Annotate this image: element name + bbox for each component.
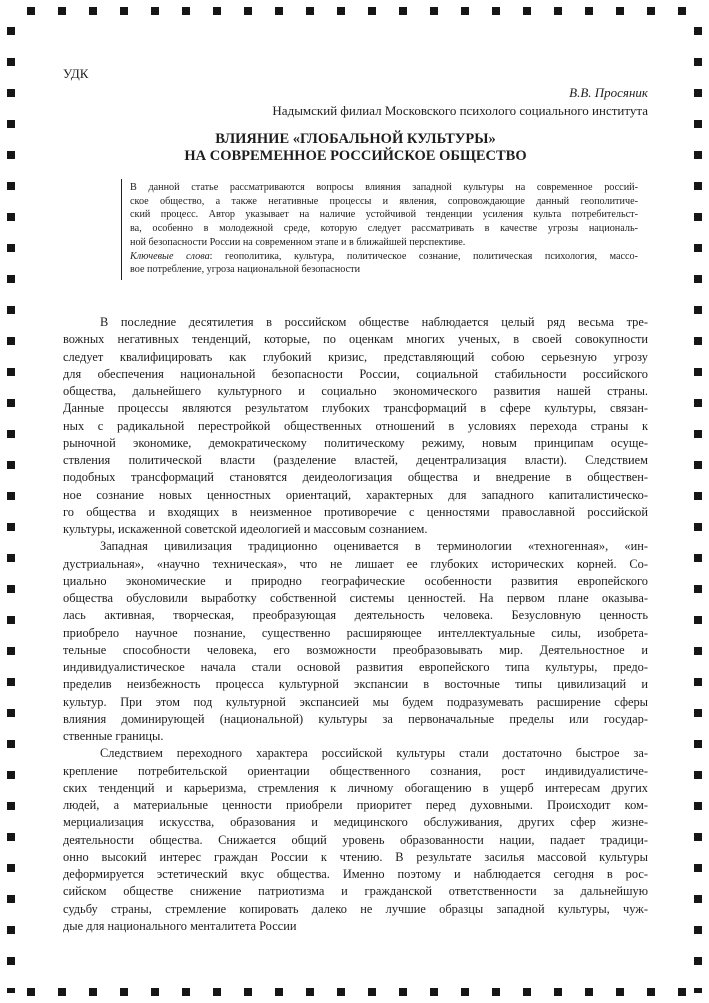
body-line: ных с радикальной перестройкой общественных отношений в условиях перехода страны к bbox=[63, 418, 648, 433]
keywords-line: вое потребление, угроза национальной безопасности bbox=[130, 264, 361, 276]
body-paragraph bbox=[63, 745, 648, 935]
body-line: культуры, искаженной советской идеологией и массовым сознанием. bbox=[63, 522, 428, 536]
article-title bbox=[63, 131, 648, 164]
abstract-block bbox=[121, 179, 638, 280]
article-title-line2: НА СОВРЕМЕННОЕ РОССИЙСКОЕ ОБЩЕСТВО bbox=[184, 147, 527, 164]
body-line: крепление потребительской ориентации общественного сознания, рост индивидуалистиче- bbox=[63, 763, 648, 778]
body-line: В последние десятилетия в российском обществе наблюдается целый ряд весьма тре- bbox=[100, 315, 648, 329]
body-line: го общества и входящих в неизменное противоречие с ценностями православной российской bbox=[63, 504, 648, 519]
page-border-marks-left bbox=[7, 27, 15, 993]
body-line: ное сознание новых ценностных ориентаций, характерных для западного капиталистическо- bbox=[63, 487, 648, 502]
body-line: тельные способности человека, его возможности преобразовывать мир. Деятельностное и bbox=[63, 642, 648, 657]
keywords-line bbox=[130, 250, 638, 264]
body-line: мерциализация искусства, образования и медицинского обслуживания, других сфер жизне- bbox=[63, 815, 648, 830]
body-line: приобрело научное познание, существенно расширяющее интеллектуальные силы, изобрета- bbox=[63, 625, 648, 640]
keywords-text: : геополитика, культура, политическое сознание, политическая психология, массо- bbox=[209, 250, 639, 262]
page-border-marks-top bbox=[27, 7, 699, 15]
body-line: пределив неизбежность процесса культурной экспансии в восточные типы цивилизаций и bbox=[63, 677, 648, 692]
body-line: людей, а материальные ценности приобрели приоритет перед духовными. Происходит ком- bbox=[63, 798, 648, 812]
abstract-line: ское общество, а также негативные процессы и явления, сопровождающие данный геополитиче- bbox=[130, 195, 638, 207]
body-line: деятельности общества. Снижается общий уровень образованности нации, падает традици- bbox=[63, 832, 648, 847]
keywords-label: Ключевые слова bbox=[130, 250, 210, 262]
body-line: Данные процессы являются результатом глубоких трансформаций в сфере культуры, связан- bbox=[63, 401, 648, 416]
body-line: сийском обществе снижение патриотизма и гражданской ответственности за дальнейшую bbox=[63, 884, 648, 899]
body-line: следует квалифицировать как глубокий кризис, представляющий собою серьезную угрозу bbox=[63, 349, 648, 364]
body-line: судьбу страны, стремление копировать далеко не лучшие образцы западной культуры, чуж- bbox=[63, 901, 648, 916]
body-line: индивидуалистическое начала стали основой развития европейского типа культуры, предо- bbox=[63, 660, 648, 674]
body-line: общества обусловили выработку собственной системы ценностей. На первом плане оказыва- bbox=[63, 591, 648, 605]
article-body bbox=[63, 314, 648, 935]
body-line: вожных негативных тенденций, которые, по оценкам многих ученых, в своей совокупности bbox=[63, 332, 648, 347]
abstract-line: В данной статье рассматриваются вопросы влияния западной культуры на современное россий- bbox=[130, 182, 638, 193]
body-line: циально экономические и природно географические особенности развития европейского bbox=[63, 573, 648, 588]
body-line: ских тенденций и карьеризма, стремления к личному обогащению в ущерб интересам других bbox=[63, 780, 648, 795]
body-line: культур. При этом под культурной экспансией мы будем подразумевать расширение сферы bbox=[63, 694, 648, 709]
abstract-line: ва, особенно в молодежной среде, которую следует рассматривать в качестве угрозы националь- bbox=[130, 223, 638, 235]
body-line: ственные границы. bbox=[63, 729, 164, 743]
body-line: подобных трансформаций становятся деидеологизация общества и внедрение в обществен- bbox=[63, 470, 648, 485]
page-border-marks-right bbox=[694, 27, 702, 993]
page-border-marks-bottom bbox=[27, 988, 699, 996]
body-line: дые для национального менталитета России bbox=[63, 918, 297, 933]
body-line: для обеспечения национальной безопасности России, социальной стабильности российского bbox=[63, 366, 648, 381]
body-line: дустриальная», «научно техническая», что не лишает ее глубоких исторических корней. Со- bbox=[63, 556, 648, 571]
body-paragraph bbox=[63, 538, 648, 745]
body-line: деформируется эстетический вкус общества. Именно поэтому и наблюдается сегодня в рос- bbox=[63, 867, 648, 881]
author-affiliation: Надымский филиал Московского психолого социального института bbox=[272, 103, 648, 118]
abstract-line: ной безопасности России на современном этапе и в ближайшей перспективе. bbox=[130, 236, 466, 248]
body-line: онно высокий интерес граждан России к чтению. В результате засилья массовой культуры bbox=[63, 849, 648, 864]
body-line: влияния доминирующей (национальной) культуры за первоначальные пределы или государ- bbox=[63, 711, 648, 726]
author-name: В.В. Просяник bbox=[569, 85, 648, 100]
body-line: рыночной экономике, демократическому политическому режиму, новым принципам осуще- bbox=[63, 435, 648, 450]
body-line: лась активная, творческая, преобразующая деятельность человека. Безусловную ценность bbox=[63, 608, 648, 623]
article-title-line1: ВЛИЯНИЕ «ГЛОБАЛЬНОЙ КУЛЬТУРЫ» bbox=[215, 131, 496, 147]
udc-label: УДК bbox=[63, 66, 89, 81]
body-line: ствления политической власти (разделение властей, децентрализация власти). Следствием bbox=[63, 453, 648, 467]
body-paragraph bbox=[63, 314, 648, 538]
abstract-line: ский процесс. Автор указывает на наличие устойчивой тенденции усиления культа потребительст- bbox=[130, 209, 638, 221]
body-line: Следствием переходного характера российской культуры стали достаточно быстрое за- bbox=[100, 746, 648, 761]
body-line: Западная цивилизация традиционно оценивается в терминологии «техногенная», «ин- bbox=[100, 539, 648, 554]
body-line: общества, дальнейшего культурного и социально экономического развития нашей страны. bbox=[63, 384, 648, 398]
